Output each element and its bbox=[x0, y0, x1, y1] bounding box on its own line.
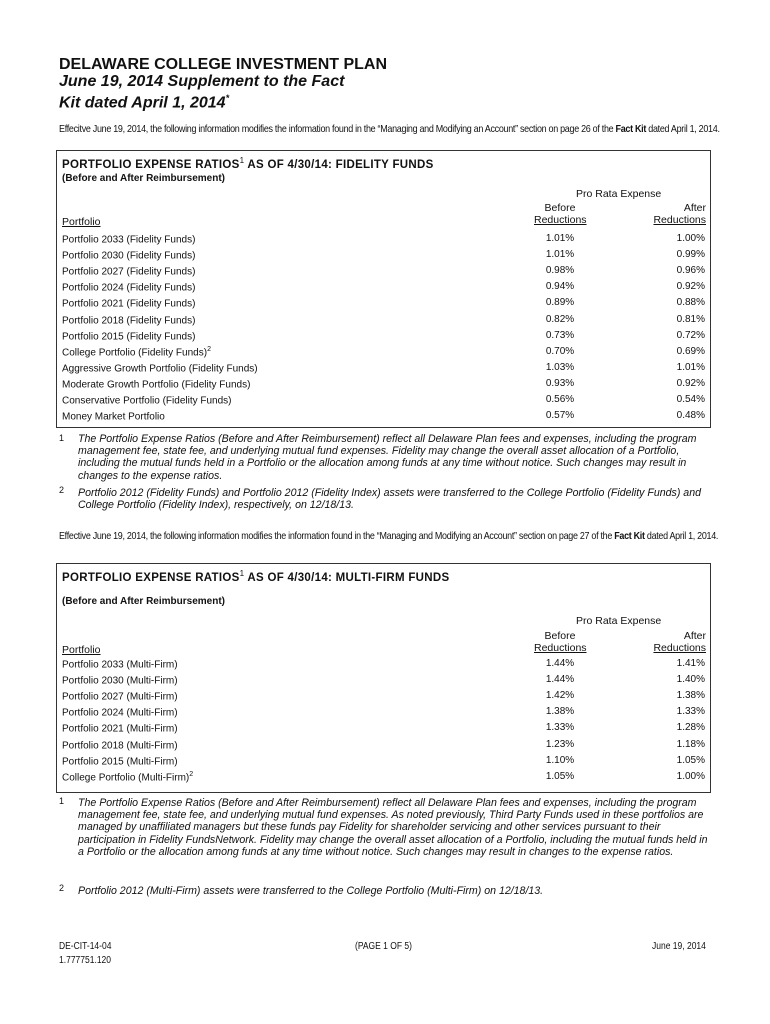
table-1-after bbox=[648, 202, 706, 226]
row-before-value: 0.89% bbox=[545, 297, 575, 309]
table-row bbox=[62, 313, 708, 329]
row-after-value: 1.18% bbox=[676, 738, 705, 750]
intro-1-text: Effecitve June 19, 2014, the following information modifies the information found in the “Managing and Modifying an Account” section on page 26 of the bbox=[59, 123, 616, 135]
row-portfolio-name bbox=[62, 410, 165, 422]
table-1-subheading: (Before and After Reimbursement) bbox=[62, 173, 225, 184]
row-portfolio-name bbox=[62, 249, 195, 261]
table-row bbox=[62, 657, 708, 673]
row-before-value: 0.70% bbox=[545, 345, 575, 357]
document-title bbox=[59, 56, 387, 111]
intro-1-end: dated April 1, 2014. bbox=[646, 123, 720, 135]
table-1-fn2-mark: 2 bbox=[59, 485, 65, 495]
table-2-footnote-1: The Portfolio Expense Ratios (Before and After Reimbursement) reflect all Delaware Plan fees and expenses, including the program management fee, state fee, and underlying mutual fund expenses. As noted previously, Third Party Funds used in these portfolios are managed by unaffiliated managers but these funds pay Fidelity for shareholder servicing and other services pursuant to their participation in Fidelity FundsNetwork. Fidelity may change the overall asset allocation of a Portfolio, including the mutual funds held in a Portfolio or the allocation among funds at any time without notice. Such changes may result in changes to the expense ratios. bbox=[78, 797, 708, 858]
row-portfolio-name bbox=[62, 297, 195, 309]
row-before-value: 1.33% bbox=[545, 722, 575, 734]
row-after-value: 1.33% bbox=[676, 706, 705, 718]
row-after-value: 0.48% bbox=[676, 410, 705, 422]
row-portfolio-name bbox=[62, 265, 195, 277]
row-after-value: 0.54% bbox=[676, 394, 705, 405]
row-before-value: 1.44% bbox=[545, 674, 575, 686]
table-row bbox=[62, 673, 708, 689]
row-after-value: 1.40% bbox=[676, 674, 705, 686]
row-after-value: 0.69% bbox=[676, 345, 705, 357]
row-before-value: 0.98% bbox=[545, 265, 575, 277]
row-before-value: 1.01% bbox=[545, 233, 575, 244]
table-2-before-1: Before bbox=[544, 630, 576, 642]
intro-1-bold: Fact Kit bbox=[615, 123, 647, 135]
table-row bbox=[62, 754, 708, 770]
title-line-2: June 19, 2014 Supplement to the Fact bbox=[59, 73, 345, 90]
row-before-value: 1.05% bbox=[545, 770, 575, 782]
table-2-fn2-mark: 2 bbox=[59, 883, 65, 893]
table-row bbox=[62, 280, 708, 296]
row-name-text: Money Market Portfolio bbox=[62, 411, 165, 423]
table-2-portfolio-label: Portfolio bbox=[62, 644, 101, 656]
table-1-before-2: Reductions bbox=[534, 214, 587, 226]
row-before-value: 1.01% bbox=[545, 249, 575, 261]
table-row bbox=[62, 409, 708, 425]
table-row bbox=[62, 264, 708, 280]
intro-2-text: Effective June 19, 2014, the following information modifies the information found in the “Managing and Modifying an Account” section on page 27 of the bbox=[59, 530, 615, 542]
row-name-text: Portfolio 2015 (Multi-Firm) bbox=[62, 755, 178, 767]
table-row bbox=[62, 296, 708, 312]
row-name-text: Portfolio 2021 (Fidelity Funds) bbox=[62, 298, 196, 310]
table-row bbox=[62, 738, 708, 754]
table-2-after-2: Reductions bbox=[653, 642, 706, 654]
row-portfolio-name bbox=[62, 378, 250, 390]
title-line-3-text: Kit dated April 1, 2014 bbox=[59, 94, 226, 112]
table-1-portfolio-label: Portfolio bbox=[62, 216, 101, 228]
table-1-fn1-mark: 1 bbox=[59, 433, 65, 443]
table-2-subheading: (Before and After Reimbursement) bbox=[62, 596, 225, 607]
row-name-text: Portfolio 2024 (Multi-Firm) bbox=[62, 707, 178, 719]
table-2-heading-b: AS OF 4/30/14: MULTI-FIRM FUNDS bbox=[244, 571, 450, 584]
row-portfolio-name bbox=[62, 739, 178, 751]
table-row bbox=[62, 689, 708, 705]
footer-number: 1.777751.120 bbox=[59, 955, 111, 966]
table-row bbox=[62, 345, 708, 361]
table-1-heading-sup: 1 bbox=[239, 156, 245, 165]
row-portfolio-name bbox=[62, 755, 178, 767]
footer-code: DE-CIT-14-04 bbox=[59, 941, 112, 952]
table-2-footnote-2: Portfolio 2012 (Multi-Firm) assets were transferred to the College Portfolio (Multi-Firm) on 12/18/13. bbox=[78, 885, 544, 897]
row-name-text: Portfolio 2024 (Fidelity Funds) bbox=[62, 282, 196, 294]
row-before-value: 0.93% bbox=[545, 377, 575, 389]
intro-2-bold: Fact Kit bbox=[614, 530, 645, 542]
row-portfolio-name bbox=[62, 722, 178, 734]
row-name-text: Portfolio 2033 (Fidelity Funds) bbox=[62, 234, 196, 246]
table-row bbox=[62, 770, 708, 786]
row-after-value: 1.41% bbox=[676, 658, 705, 669]
row-before-value: 0.94% bbox=[545, 281, 575, 293]
table-1-after-1: After bbox=[683, 202, 706, 214]
table-row bbox=[62, 705, 708, 721]
row-name-text: Portfolio 2021 (Multi-Firm) bbox=[62, 723, 178, 735]
row-before-value: 1.38% bbox=[545, 706, 575, 718]
row-portfolio-name bbox=[62, 690, 178, 702]
table-1-footnote-1: The Portfolio Expense Ratios (Before and After Reimbursement) reflect all Delaware Plan fees and expenses, including the program management fee, state fee, and underlying mutual fund expenses. Fidelity may change the overall asset allocation of a Portfolio, including the mutual funds held in a Portfolio or the allocation among funds at any time without notice. Such changes may result in changes to the expense ratios. bbox=[78, 433, 697, 482]
row-name-sup: 2 bbox=[207, 345, 211, 353]
row-after-value: 0.96% bbox=[676, 265, 705, 277]
table-1-heading-a: PORTFOLIO EXPENSE RATIOS bbox=[62, 158, 240, 171]
row-name-text: College Portfolio (Multi-Firm) bbox=[62, 772, 190, 784]
row-name-text: Conservative Portfolio (Fidelity Funds) bbox=[62, 395, 232, 407]
table-2-before-2: Reductions bbox=[534, 642, 587, 654]
footer-page: (PAGE 1 OF 5) bbox=[355, 941, 413, 952]
table-1-pro-rata: Pro Rata Expense bbox=[576, 188, 662, 200]
row-after-value: 1.00% bbox=[676, 233, 705, 244]
row-after-value: 1.01% bbox=[676, 361, 705, 373]
row-portfolio-name bbox=[62, 706, 178, 718]
table-2-fn1-mark: 1 bbox=[59, 796, 65, 806]
row-portfolio-name bbox=[62, 281, 195, 293]
intro-paragraph-1 bbox=[59, 123, 720, 135]
row-portfolio-name bbox=[62, 658, 178, 670]
row-name-text: Portfolio 2033 (Multi-Firm) bbox=[62, 659, 178, 671]
table-row bbox=[62, 393, 708, 409]
table-2-before bbox=[534, 630, 586, 654]
row-name-text: Portfolio 2018 (Multi-Firm) bbox=[62, 739, 178, 751]
row-before-value: 1.23% bbox=[545, 738, 575, 750]
row-name-text: Portfolio 2027 (Multi-Firm) bbox=[62, 691, 178, 703]
row-portfolio-name bbox=[62, 674, 178, 686]
row-portfolio-name bbox=[62, 314, 195, 326]
table-1-after-2: Reductions bbox=[653, 214, 706, 226]
row-after-value: 1.00% bbox=[676, 770, 705, 782]
table-1-footnote-2: Portfolio 2012 (Fidelity Funds) and Portfolio 2012 (Fidelity Index) assets were transferred to the College Portfolio (Fidelity Funds) and College Portfolio (Fidelity Index), respectively, on 12/18/13. bbox=[78, 487, 701, 512]
table-1-before bbox=[534, 202, 586, 226]
table-2-after bbox=[648, 630, 706, 654]
row-portfolio-name bbox=[62, 346, 211, 358]
row-name-text: Portfolio 2018 (Fidelity Funds) bbox=[62, 314, 196, 326]
row-name-text: Portfolio 2015 (Fidelity Funds) bbox=[62, 330, 196, 342]
row-after-value: 0.99% bbox=[676, 249, 705, 261]
row-after-value: 0.88% bbox=[676, 297, 705, 309]
row-after-value: 0.81% bbox=[676, 313, 705, 325]
row-name-text: Portfolio 2027 (Fidelity Funds) bbox=[62, 266, 196, 278]
row-before-value: 0.82% bbox=[545, 313, 575, 325]
row-portfolio-name bbox=[62, 394, 232, 406]
table-2-heading-a: PORTFOLIO EXPENSE RATIOS bbox=[62, 571, 240, 584]
row-portfolio-name bbox=[62, 771, 193, 783]
row-name-sup: 2 bbox=[189, 770, 194, 778]
row-name-text: Moderate Growth Portfolio (Fidelity Funds) bbox=[62, 379, 251, 391]
row-portfolio-name bbox=[62, 362, 258, 374]
table-1-heading bbox=[62, 156, 434, 171]
table-1-before-1: Before bbox=[544, 202, 576, 214]
table-row bbox=[62, 721, 708, 737]
row-portfolio-name bbox=[62, 330, 195, 342]
row-after-value: 0.72% bbox=[676, 329, 705, 341]
row-before-value: 0.57% bbox=[545, 410, 575, 422]
footer-date: June 19, 2014 bbox=[652, 941, 706, 952]
table-2-after-1: After bbox=[683, 630, 706, 642]
row-portfolio-name bbox=[62, 233, 195, 245]
table-2-heading bbox=[62, 569, 449, 584]
row-name-text: College Portfolio (Fidelity Funds) bbox=[62, 347, 208, 359]
table-1-heading-b: AS OF 4/30/14: FIDELITY FUNDS bbox=[244, 158, 434, 171]
table-row bbox=[62, 377, 708, 393]
title-asterisk: * bbox=[225, 93, 230, 103]
row-name-text: Portfolio 2030 (Fidelity Funds) bbox=[62, 250, 196, 262]
row-before-value: 1.03% bbox=[545, 361, 575, 373]
row-before-value: 0.56% bbox=[545, 394, 575, 405]
row-after-value: 1.38% bbox=[676, 690, 705, 702]
row-before-value: 0.73% bbox=[545, 329, 575, 341]
row-after-value: 1.28% bbox=[676, 722, 705, 734]
table-row bbox=[62, 248, 708, 264]
table-row bbox=[62, 329, 708, 345]
title-line-3 bbox=[59, 90, 387, 111]
table-row bbox=[62, 232, 708, 248]
row-after-value: 0.92% bbox=[676, 281, 705, 293]
title-line-1: DELAWARE COLLEGE INVESTMENT PLAN bbox=[59, 56, 388, 73]
row-name-text: Aggressive Growth Portfolio (Fidelity Funds) bbox=[62, 363, 258, 375]
table-row bbox=[62, 361, 708, 377]
row-before-value: 1.10% bbox=[545, 754, 575, 766]
intro-2-end: dated April 1, 2014. bbox=[644, 530, 719, 542]
intro-paragraph-2 bbox=[59, 530, 718, 542]
row-name-text: Portfolio 2030 (Multi-Firm) bbox=[62, 675, 178, 687]
row-after-value: 0.92% bbox=[676, 377, 705, 389]
table-2-heading-sup: 1 bbox=[239, 569, 245, 578]
row-before-value: 1.42% bbox=[545, 690, 575, 702]
row-after-value: 1.05% bbox=[676, 754, 705, 766]
row-before-value: 1.44% bbox=[545, 658, 575, 669]
table-2-pro-rata: Pro Rata Expense bbox=[576, 615, 662, 627]
